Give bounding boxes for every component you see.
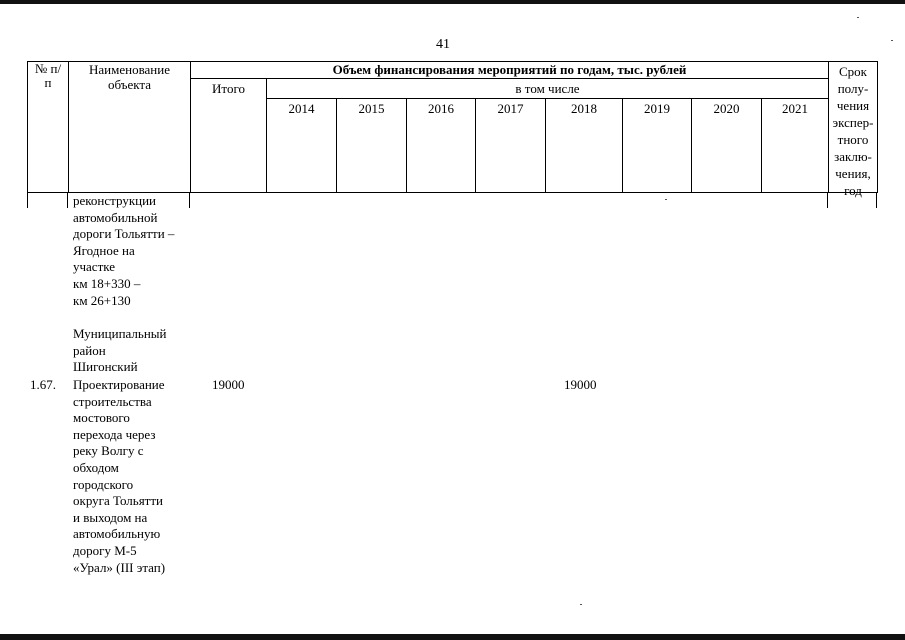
row-object-name: Проектирование строительства мостового перехода через реку Волгу с обходом городского округа Тольятти и выходом на автомобильную дорогу М-5 «Урал» (III этап) xyxy=(73,377,166,575)
top-border xyxy=(0,0,905,4)
row-total: 19000 xyxy=(212,377,245,392)
header-year-2020: 2020 xyxy=(692,99,762,193)
body-rule-name xyxy=(189,192,190,208)
header-deadline: Срок полу-чения экспер-тного заклю-чения, год xyxy=(829,62,878,193)
header-year-2014: 2014 xyxy=(267,99,337,193)
header-year-2016: 2016 xyxy=(407,99,476,193)
scan-speck xyxy=(891,40,893,41)
bottom-border xyxy=(0,634,905,640)
row-number: 1.67. xyxy=(30,377,56,392)
scan-speck xyxy=(665,199,667,200)
table-header xyxy=(27,61,878,198)
header-year-2018: 2018 xyxy=(546,99,623,193)
body-rule-left xyxy=(27,192,28,208)
scan-speck xyxy=(857,17,859,18)
header-year-2019: 2019 xyxy=(623,99,692,193)
body-rule-right xyxy=(876,192,877,208)
body-rule-number xyxy=(67,192,68,208)
district-heading: Муниципальный район Шигонский xyxy=(73,326,167,375)
body-rule-deadline xyxy=(827,192,828,208)
header-year-2017: 2017 xyxy=(476,99,546,193)
header-total: Итого xyxy=(191,79,267,193)
header-year-2015: 2015 xyxy=(337,99,407,193)
continuation-text: реконструкции автомобильной дороги Тольятти – Ягодное на участке км 18+330 – км 26+130 xyxy=(73,193,175,308)
row-value-2018: 19000 xyxy=(564,377,597,392)
header-object-name: Наименование объекта xyxy=(69,62,191,193)
header-funding: Объем финансирования мероприятий по годам, тыс. рублей xyxy=(191,62,829,79)
header-year-2021: 2021 xyxy=(762,99,829,193)
header-including: в том числе xyxy=(267,79,829,99)
scan-speck xyxy=(580,604,582,605)
header-number: № п/п xyxy=(28,62,69,193)
page-number: 41 xyxy=(436,37,450,52)
